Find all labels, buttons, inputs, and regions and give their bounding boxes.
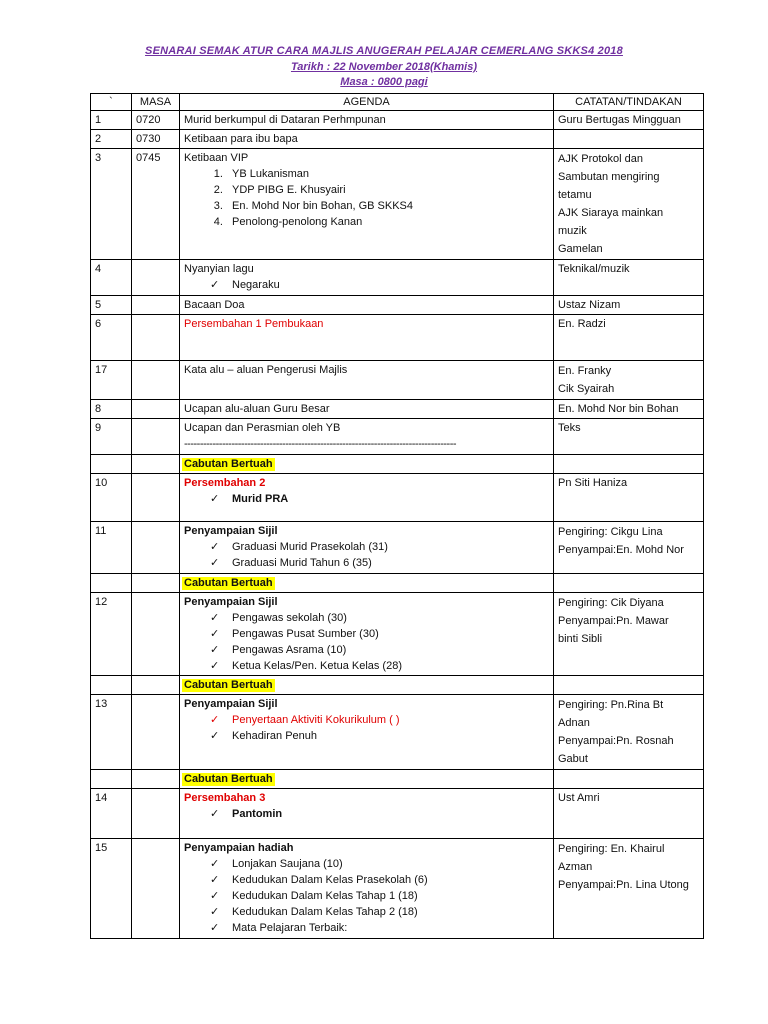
row-time [132, 361, 180, 400]
row-no: 12 [91, 593, 132, 676]
list-item: ✓ Kedudukan Dalam Kelas Prasekolah (6) [210, 872, 549, 888]
row-no: 14 [91, 789, 132, 839]
row-agenda [180, 839, 554, 939]
table-row [91, 130, 704, 149]
row-agenda [180, 593, 554, 676]
list-item: 1. YB Lukanisman [226, 166, 549, 182]
list-item: ✓ Kehadiran Penuh [210, 728, 549, 744]
check-list [184, 491, 549, 507]
column-header-no: ` [91, 94, 132, 111]
row-time [132, 676, 180, 695]
list-item: ✓ Pengawas Pusat Sumber (30) [210, 626, 549, 642]
row-time: 0730 [132, 130, 180, 149]
row-note [554, 593, 704, 676]
row-time [132, 522, 180, 574]
table-row [91, 400, 704, 419]
note-line: Sambutan mengiring [558, 171, 660, 183]
row-note: Pn Siti Haniza [554, 474, 704, 522]
row-agenda: Bacaan Doa [180, 296, 554, 315]
row-time [132, 400, 180, 419]
row-no [91, 676, 132, 695]
list-item: ✓ Negaraku [210, 277, 549, 293]
row-agenda [180, 474, 554, 522]
column-header-notes: CATATAN/TINDAKAN [554, 94, 704, 111]
list-item: ✓ Pengawas sekolah (30) [210, 610, 549, 626]
agenda-heading: Ketibaan VIP [184, 152, 249, 164]
note-line: binti Sibli [558, 633, 603, 645]
row-agenda [180, 574, 554, 593]
table-row [91, 522, 704, 574]
table-row [91, 474, 704, 522]
row-note [554, 361, 704, 400]
row-time [132, 260, 180, 296]
row-time [132, 419, 180, 455]
row-agenda [180, 260, 554, 296]
row-time [132, 296, 180, 315]
row-agenda: Persembahan 1 Pembukaan [180, 315, 554, 361]
row-no: 15 [91, 839, 132, 939]
table-row [91, 770, 704, 789]
agenda-table [90, 93, 704, 939]
row-agenda: Ketibaan para ibu bapa [180, 130, 554, 149]
lucky-draw-label: Cabutan Bertuah [184, 577, 273, 589]
table-row [91, 419, 704, 455]
row-time [132, 455, 180, 474]
table-row [91, 839, 704, 939]
row-time [132, 839, 180, 939]
row-note: Teks [554, 419, 704, 455]
agenda-heading: Persembahan 2 [184, 477, 266, 489]
row-agenda [180, 522, 554, 574]
list-item: ✓ Pantomin [210, 806, 549, 822]
row-agenda [180, 676, 554, 695]
list-item: 2. YDP PIBG E. Khusyairi [226, 182, 549, 198]
column-header-agenda: AGENDA [180, 94, 554, 111]
table-row [91, 296, 704, 315]
check-list [184, 806, 549, 822]
note-line: tetamu [558, 189, 592, 201]
row-agenda [180, 149, 554, 260]
check-list [184, 856, 549, 936]
row-agenda [180, 455, 554, 474]
row-no [91, 455, 132, 474]
row-no: 13 [91, 695, 132, 770]
note-line: Penyampai:En. Mohd Nor [558, 544, 684, 556]
row-time: 0745 [132, 149, 180, 260]
dashed-line: -------------------------------------------------------------------------------------- [184, 438, 457, 450]
note-line: Penyampai:Pn. Lina Utong [558, 879, 689, 891]
lucky-draw-label: Cabutan Bertuah [184, 679, 273, 691]
agenda-heading: Ucapan dan Perasmian oleh YB [184, 422, 341, 434]
document-time: Masa : 0800 pagi [340, 76, 428, 88]
row-no: 2 [91, 130, 132, 149]
table-row [91, 593, 704, 676]
list-item: ✓ Kedudukan Dalam Kelas Tahap 1 (18) [210, 888, 549, 904]
note-line: AJK Siaraya mainkan [558, 207, 664, 219]
list-item: 4. Penolong-penolong Kanan [226, 214, 549, 230]
agenda-heading: Penyampaian Sijil [184, 596, 278, 608]
row-note [554, 770, 704, 789]
row-no: 5 [91, 296, 132, 315]
row-note: Ust Amri [554, 789, 704, 839]
row-time [132, 593, 180, 676]
table-row [91, 111, 704, 130]
table-row [91, 695, 704, 770]
note-line: Pengiring: En. Khairul [558, 843, 665, 855]
row-agenda: Murid berkumpul di Dataran Perhmpunan [180, 111, 554, 130]
row-no: 8 [91, 400, 132, 419]
row-no: 3 [91, 149, 132, 260]
table-header-row [91, 94, 704, 111]
lucky-draw-label: Cabutan Bertuah [184, 458, 273, 470]
row-no: 6 [91, 315, 132, 361]
vip-list [184, 166, 549, 230]
row-note [554, 522, 704, 574]
check-list [184, 539, 549, 571]
row-note [554, 149, 704, 260]
row-time [132, 574, 180, 593]
row-time [132, 789, 180, 839]
table-row [91, 789, 704, 839]
check-list [184, 712, 549, 744]
row-no [91, 770, 132, 789]
list-item: ✓ Pengawas Asrama (10) [210, 642, 549, 658]
row-note: En. Radzi [554, 315, 704, 361]
note-line: Pengiring: Cik Diyana [558, 597, 664, 609]
agenda-heading: Persembahan 3 [184, 792, 266, 804]
row-agenda [180, 695, 554, 770]
row-no: 1 [91, 111, 132, 130]
row-note: Teknikal/muzik [554, 260, 704, 296]
table-row [91, 574, 704, 593]
note-line: Gabut [558, 753, 588, 765]
row-no: 4 [91, 260, 132, 296]
table-row [91, 260, 704, 296]
check-list [184, 277, 549, 293]
row-note [554, 839, 704, 939]
row-agenda: Kata alu – aluan Pengerusi Majlis [180, 361, 554, 400]
row-no: 17 [91, 361, 132, 400]
agenda-heading: Nyanyian lagu [184, 263, 254, 275]
row-time: 0720 [132, 111, 180, 130]
document-date: Tarikh : 22 November 2018(Khamis) [290, 61, 478, 73]
list-item: ✓ Graduasi Murid Prasekolah (31) [210, 539, 549, 555]
row-no: 10 [91, 474, 132, 522]
row-no [91, 574, 132, 593]
row-note: Guru Bertugas Mingguan [554, 111, 704, 130]
list-item: 3. En. Mohd Nor bin Bohan, GB SKKS4 [226, 198, 549, 214]
row-agenda: Ucapan alu-aluan Guru Besar [180, 400, 554, 419]
note-line: En. Franky [558, 365, 612, 377]
list-item: ✓ Mata Pelajaran Terbaik: [210, 920, 549, 936]
list-item: ✓ Murid PRA [210, 491, 549, 507]
list-item: ✓ Kedudukan Dalam Kelas Tahap 2 (18) [210, 904, 549, 920]
row-time [132, 770, 180, 789]
row-note: Ustaz Nizam [554, 296, 704, 315]
row-time [132, 695, 180, 770]
agenda-heading: Penyampaian Sijil [184, 698, 278, 710]
note-line: Azman [558, 861, 593, 873]
list-item: ✓ Lonjakan Saujana (10) [210, 856, 549, 872]
row-time [132, 315, 180, 361]
row-agenda [180, 419, 554, 455]
note-line: Gamelan [558, 243, 603, 255]
table-row [91, 149, 704, 260]
table-row [91, 361, 704, 400]
row-note: En. Mohd Nor bin Bohan [554, 400, 704, 419]
table-row [91, 455, 704, 474]
note-line: Pengiring: Cikgu Lina [558, 526, 663, 538]
row-note [554, 676, 704, 695]
note-line: Pengiring: Pn.Rina Bt [558, 699, 664, 711]
row-no: 11 [91, 522, 132, 574]
note-line: AJK Protokol dan [558, 153, 643, 165]
note-line: Cik Syairah [558, 383, 615, 395]
document-title: SENARAI SEMAK ATUR CARA MAJLIS ANUGERAH PELAJAR CEMERLANG SKKS4 2018 [145, 45, 623, 57]
note-line: Penyampai:Pn. Mawar [558, 615, 669, 627]
row-agenda [180, 789, 554, 839]
row-note [554, 455, 704, 474]
table-row [91, 315, 704, 361]
list-item: ✓ Penyertaan Aktiviti Kokurikulum ( ) [210, 712, 549, 728]
row-note [554, 695, 704, 770]
agenda-heading: Penyampaian Sijil [184, 525, 278, 537]
row-agenda [180, 770, 554, 789]
note-line: muzik [558, 225, 587, 237]
note-line: Adnan [558, 717, 590, 729]
list-item: ✓ Graduasi Murid Tahun 6 (35) [210, 555, 549, 571]
table-row [91, 676, 704, 695]
lucky-draw-label: Cabutan Bertuah [184, 773, 273, 785]
note-line: Penyampai:Pn. Rosnah [558, 735, 674, 747]
agenda-heading: Penyampaian hadiah [184, 842, 294, 854]
column-header-time: MASA [132, 94, 180, 111]
row-no: 9 [91, 419, 132, 455]
row-note [554, 574, 704, 593]
row-time [132, 474, 180, 522]
check-list [184, 610, 549, 674]
list-item: ✓ Ketua Kelas/Pen. Ketua Kelas (28) [210, 658, 549, 674]
row-note [554, 130, 704, 149]
